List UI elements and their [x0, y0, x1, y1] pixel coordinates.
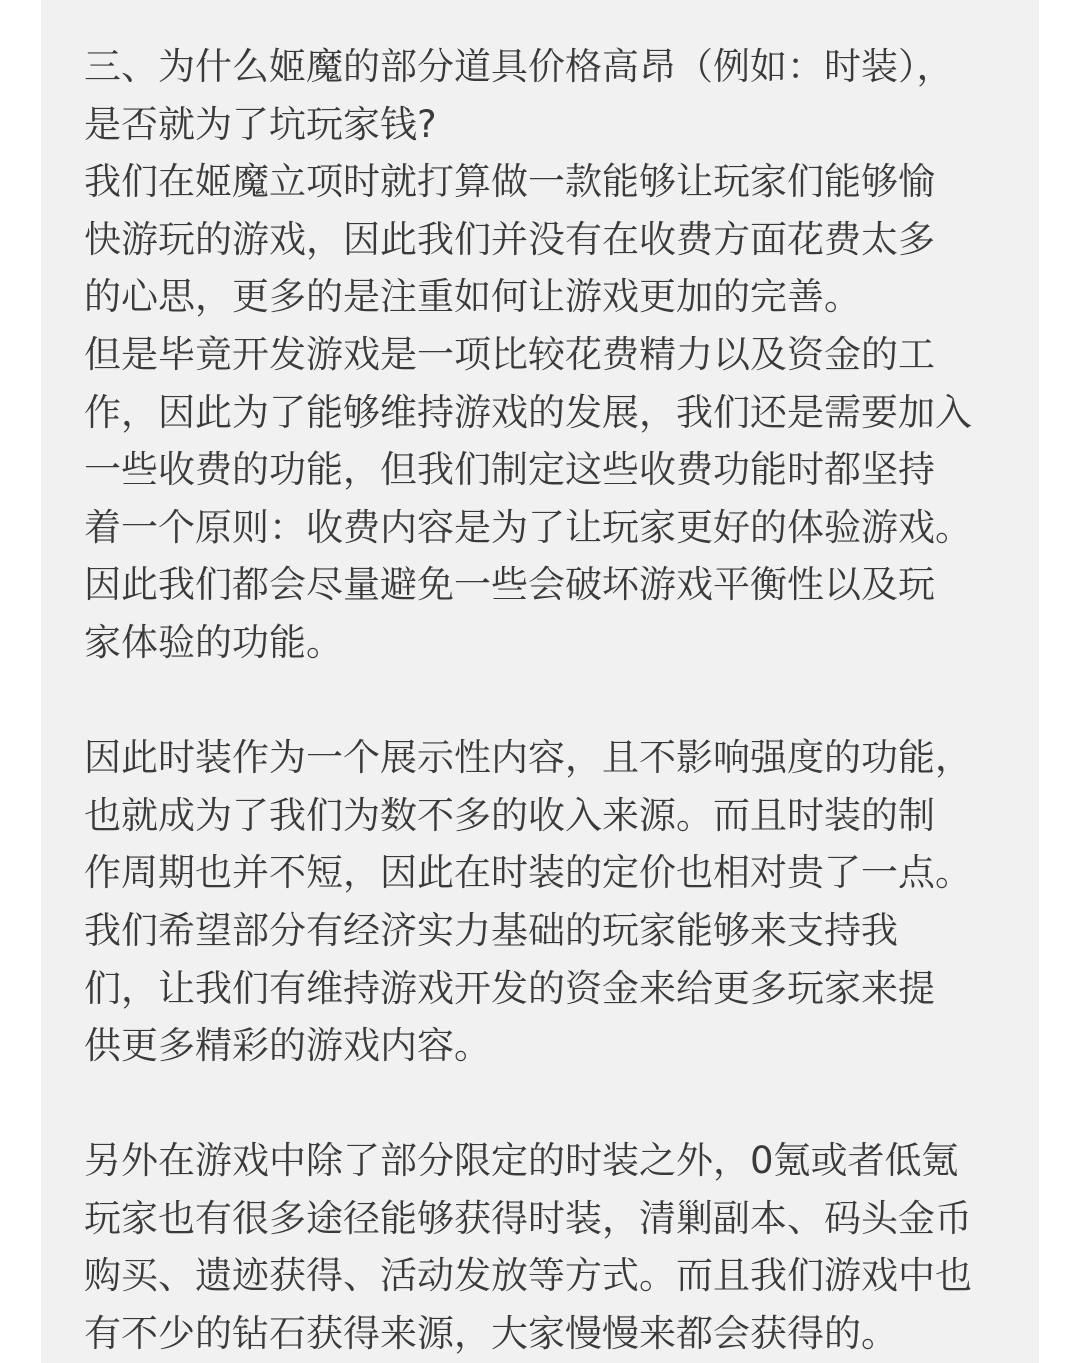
text-line: 们，让我们有维持游戏开发的资金来给更多玩家来提 — [84, 966, 935, 1010]
paragraph-spacer — [84, 672, 1019, 730]
article-card — [41, 0, 1039, 1363]
paragraph-spacer — [84, 1075, 1019, 1133]
answer-paragraph-2 — [84, 729, 1019, 1075]
text-line: 但是毕竟开发游戏是一项比较花费精力以及资金的工 — [84, 332, 935, 376]
text-line: 玩家也有很多途径能够获得时装，清剿副本、码头金币 — [84, 1196, 972, 1240]
text-line: 我们在姬魔立项时就打算做一款能够让玩家们能够愉 — [84, 160, 935, 204]
text-line: 是否就为了坑玩家钱? — [84, 102, 437, 146]
text-line: 一些收费的功能，但我们制定这些收费功能时都坚持 — [84, 448, 935, 492]
text-line: 购买、遗迹获得、活动发放等方式。而且我们游戏中也 — [84, 1254, 972, 1298]
text-line: 的心思，更多的是注重如何让游戏更加的完善。 — [84, 275, 861, 319]
text-line: 因此我们都会尽量避免一些会破坏游戏平衡性以及玩 — [84, 563, 935, 607]
text-line: 我们希望部分有经济实力基础的玩家能够来支持我 — [84, 908, 898, 952]
text-line: 作周期也并不短，因此在时装的定价也相对贵了一点。 — [84, 851, 972, 895]
faq-question — [84, 38, 1019, 153]
text-line: 有不少的钻石获得来源，大家慢慢来都会获得的。 — [84, 1312, 898, 1356]
text-line: 着一个原则：收费内容是为了让玩家更好的体验游戏。 — [84, 505, 972, 549]
answer-paragraph-3 — [84, 1132, 1019, 1362]
answer-paragraph-1 — [84, 153, 1019, 671]
text-line: 另外在游戏中除了部分限定的时装之外，0氪或者低氪 — [84, 1139, 959, 1183]
text-line: 作，因此为了能够维持游戏的发展，我们还是需要加入 — [84, 390, 972, 434]
text-line: 快游玩的游戏，因此我们并没有在收费方面花费太多 — [84, 217, 935, 261]
text-line: 三、为什么姬魔的部分道具价格高昂（例如：时装）， — [84, 45, 954, 88]
text-line: 供更多精彩的游戏内容。 — [84, 1024, 491, 1068]
text-line: 也就成为了我们为数不多的收入来源。而且时装的制 — [84, 793, 935, 837]
text-line: 家体验的功能。 — [84, 620, 343, 664]
text-line: 因此时装作为一个展示性内容，且不影响强度的功能， — [84, 736, 972, 780]
